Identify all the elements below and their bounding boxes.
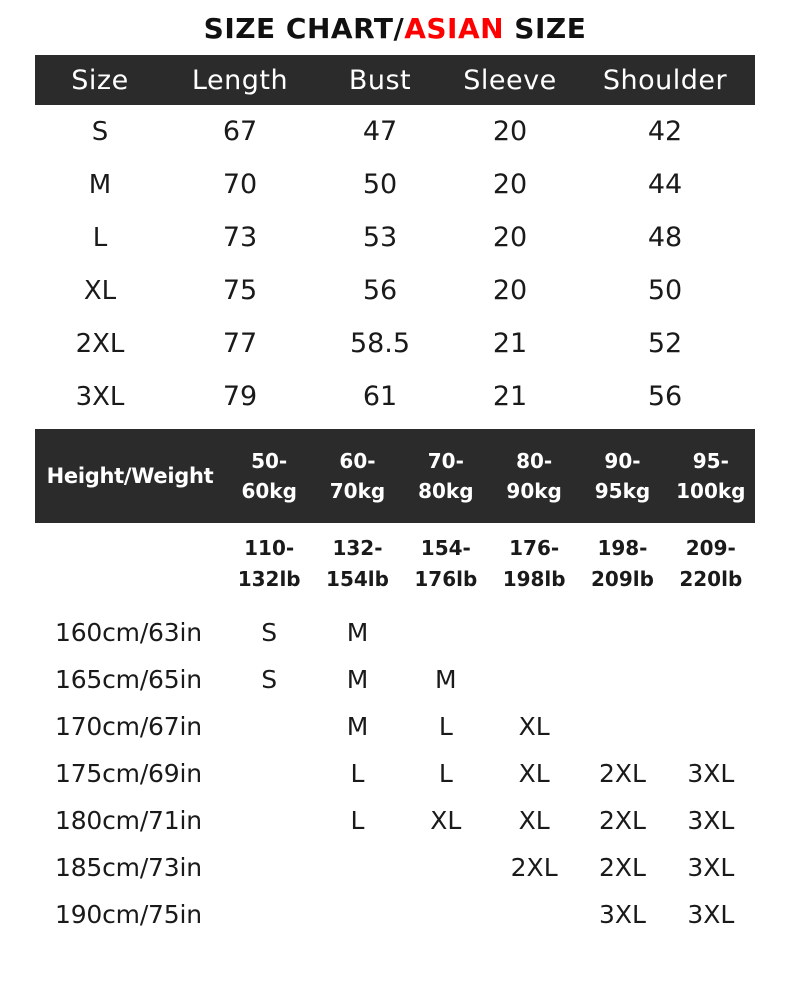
rec-cell: S [261,665,278,694]
height-label: 175cm/69in [55,759,202,788]
column-header-size: Size [35,55,165,105]
weight-kg-line2: 95kg [594,479,651,503]
rec-cell: 3XL [687,853,735,882]
cell-size: 2XL [75,328,125,359]
weight-kg-line2: 60kg [241,479,297,503]
height-label: 170cm/67in [55,712,202,741]
rec-cell [225,891,313,938]
rec-cell [490,891,578,938]
weight-kg-cell [225,446,313,506]
weight-lb-row [35,533,755,595]
cell-length: 67 [222,116,258,147]
weight-kg-line1: 80- [516,449,553,473]
weight-lb-line1: 198- [597,536,648,560]
height-weight-label: Height/Weight [46,464,214,488]
weight-lb-cell [578,533,666,595]
cell-bust: 58.5 [349,328,411,359]
weight-kg-cell [578,446,666,506]
cell-shoulder: 56 [647,381,683,412]
cell-length: 79 [222,381,258,412]
cell-shoulder: 42 [647,116,683,147]
table-row [35,844,755,891]
table-header-row [35,55,755,105]
weight-lb-line2: 198lb [502,567,566,591]
cell-shoulder: 50 [647,275,683,306]
cell-sleeve: 21 [492,381,528,412]
weight-lb-cell [667,533,755,595]
table-row [35,891,755,938]
height-label: 180cm/71in [55,806,202,835]
table-row [35,703,755,750]
cell-bust: 53 [362,222,398,253]
rec-cell: M [346,712,369,741]
rec-cell: XL [518,806,550,835]
table-row [35,750,755,797]
weight-kg-line1: 50- [251,449,288,473]
table-row [35,609,755,656]
cell-shoulder: 44 [647,169,683,200]
cell-sleeve: 20 [492,116,528,147]
table-row [35,105,755,158]
cell-length: 75 [222,275,258,306]
cell-bust: 47 [362,116,398,147]
cell-length: 73 [222,222,258,253]
table-row [35,158,755,211]
rec-cell: L [438,712,453,741]
weight-lb-line1: 176- [509,536,560,560]
rec-cell: 2XL [598,853,646,882]
column-header-shoulder: Shoulder [575,55,755,105]
rec-cell [578,609,666,656]
rec-cell [667,656,755,703]
column-header-length: Length [165,55,315,105]
rec-cell: 2XL [510,853,558,882]
size-measurement-table [35,55,755,423]
rec-cell [490,656,578,703]
title-part-1: SIZE CHART/ [203,12,405,45]
rec-cell: 3XL [687,900,735,929]
rec-cell [225,797,313,844]
rec-cell: M [346,618,369,647]
weight-kg-line1: 60- [339,449,376,473]
rec-cell [667,609,755,656]
weight-kg-line2: 100kg [676,479,746,503]
rec-cell: L [438,759,453,788]
table-row [35,264,755,317]
title-accent: ASIAN [404,12,505,45]
cell-bust: 56 [362,275,398,306]
column-header-bust: Bust [315,55,445,105]
weight-lb-cell [313,533,401,595]
weight-kg-cell [313,446,401,506]
cell-size: S [91,116,109,147]
cell-shoulder: 52 [647,328,683,359]
height-label: 165cm/65in [55,665,202,694]
table-row [35,211,755,264]
cell-sleeve: 20 [492,169,528,200]
column-header-sleeve: Sleeve [445,55,575,105]
cell-length: 70 [222,169,258,200]
weight-kg-line1: 70- [427,449,464,473]
cell-sleeve: 20 [492,275,528,306]
table-row [35,317,755,370]
weight-kg-cells [225,446,755,506]
weight-lb-line2: 220lb [679,567,743,591]
weight-lb-cell [225,533,313,595]
weight-lb-line2: 132lb [237,567,301,591]
rec-cell [490,609,578,656]
rec-cell [225,750,313,797]
weight-kg-line2: 80kg [418,479,474,503]
rec-cell: S [261,618,278,647]
weight-kg-line2: 90kg [506,479,562,503]
table-row [35,656,755,703]
weight-kg-line1: 95- [692,449,729,473]
height-label: 185cm/73in [55,853,202,882]
rec-cell [578,703,666,750]
weight-kg-cell [667,446,755,506]
cell-bust: 61 [362,381,398,412]
table-row [35,370,755,423]
cell-size: 3XL [75,381,125,412]
rec-cell: M [435,665,457,694]
weight-kg-cell [402,446,490,506]
weight-lb-cells [225,533,755,595]
weight-lb-spacer [35,533,225,595]
cell-bust: 50 [362,169,398,200]
rec-cell [402,609,490,656]
title-part-2: SIZE [504,12,587,45]
page-title [0,0,790,55]
cell-size: L [92,222,108,253]
weight-lb-cell [402,533,490,595]
weight-lb-line1: 110- [244,536,295,560]
weight-lb-line2: 154lb [326,567,389,591]
table-row [35,797,755,844]
rec-cell: XL [518,759,550,788]
rec-cell [225,703,313,750]
cell-length: 77 [222,328,258,359]
rec-cell [667,703,755,750]
cell-size: M [88,169,112,200]
weight-kg-cell [490,446,578,506]
rec-cell: 3XL [687,806,735,835]
weight-lb-line2: 176lb [414,567,478,591]
cell-shoulder: 48 [647,222,683,253]
rec-cell: M [346,665,369,694]
rec-cell: 2XL [598,806,646,835]
rec-cell [313,891,401,938]
rec-cell: XL [518,712,550,741]
weight-lb-cell [490,533,578,595]
height-weight-header-band [35,429,755,523]
rec-cell: L [350,759,365,788]
rec-cell [578,656,666,703]
weight-lb-line1: 132- [332,536,383,560]
cell-size: XL [83,275,117,306]
height-label: 190cm/75in [55,900,202,929]
rec-cell: 3XL [598,900,646,929]
weight-lb-line1: 209- [685,536,736,560]
size-recommendation-table [35,609,755,938]
height-label: 160cm/63in [55,618,202,647]
weight-kg-line2: 70kg [329,479,386,503]
cell-sleeve: 21 [492,328,528,359]
weight-lb-line1: 154- [420,536,471,560]
rec-cell: 3XL [687,759,735,788]
weight-kg-line1: 90- [604,449,641,473]
rec-cell: 2XL [598,759,646,788]
rec-cell: L [350,806,365,835]
rec-cell [402,891,490,938]
rec-cell [225,844,313,891]
cell-sleeve: 20 [492,222,528,253]
rec-cell [402,844,490,891]
rec-cell [313,844,401,891]
weight-lb-line2: 209lb [591,567,654,591]
rec-cell: XL [430,806,462,835]
